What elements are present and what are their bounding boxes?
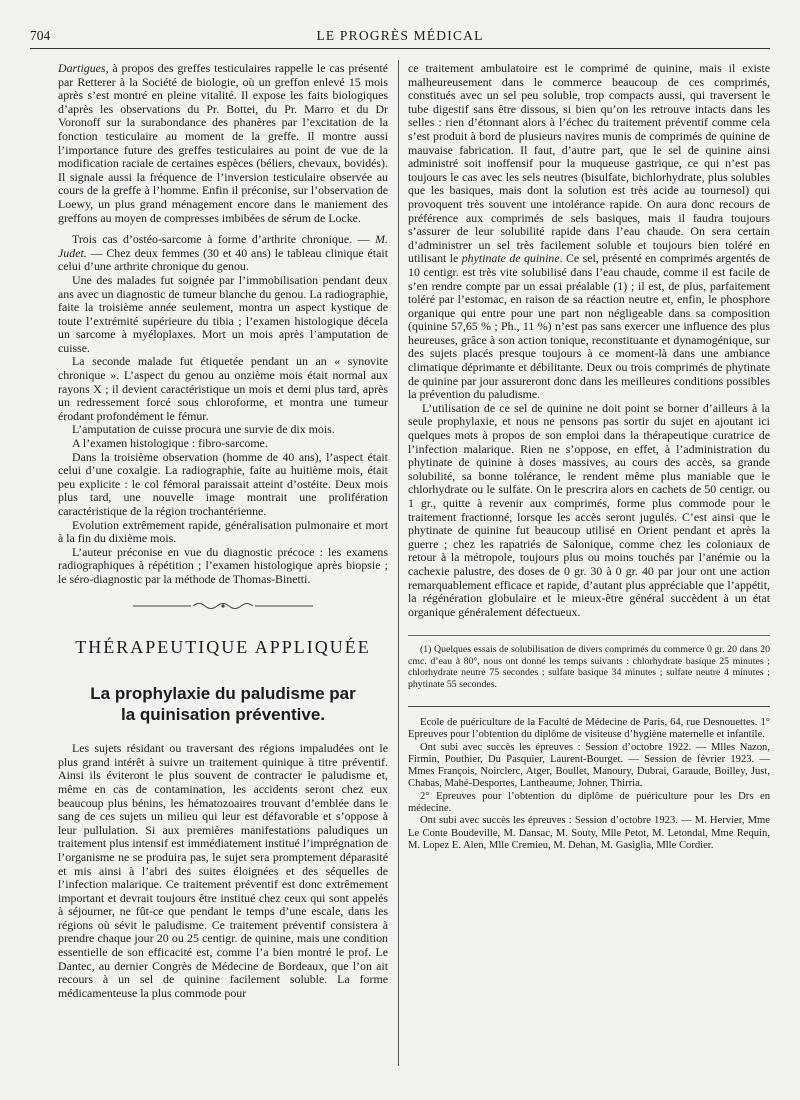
left-column (58, 62, 388, 1000)
paragraph: Une des malades fut soignée par l’immobilisation pendant deux ans avec un diagnostic de tumeur blanche du genou. La radiographie, faite la troisième année seulement, montra un aspect kystique de toute l’extrémité supérieure du tibia ; l’examen histologique décela un sarcome à myéloplaxes. Mort un mois après l’amputation de cuisse. (58, 272, 388, 355)
author-dartigues: Dartigues (58, 61, 106, 75)
paragraph: L’amputation de cuisse procura une survie de dix mois. (72, 422, 335, 437)
news-item-puericulture: Ecole de puériculture de la Faculté de Médecine de Paris, 64, rue Desnouettes. 1° Epreuves pour l’obtention du diplôme de visiteuse d’hygiène maternelle et infantile. Ont subi avec succès les épreuves : Session d’octobre 1922. — Mlles Nazon, Firmin, Pouthier, Du Pasquier, Laurent-Bourget. — Session de février 1923. — Mmes François, Noirclerc, Atger, Boullet, Manoury, Dubrai, Garaude, Boilley, Just, Chabas, Mahé-Desportes, Lantheaume, Johner, Thirria. 2° Epreuves pour l’obtention du diplôme de puériculture pour les Drs en médecine. Ont subi avec succès les épreuves : Session d’octobre 1923. — M. Hervier, Mme Le Conte Boudeville, M. Dansac, M. Souty, Mlle Petot, M. Letondal, Mme Requin, M. Lopez E. Alen, Mlle Cremieu, M. Dehan, M. Gasiglia, Mlle Cordier. (408, 706, 770, 852)
column-rule (398, 60, 399, 1066)
article-title: La prophylaxie du paludisme par la quinisation préventive. (90, 684, 356, 725)
paragraph: Evolution extrêmement rapide, généralisation pulmonaire et mort à la fin du dixième mois. (58, 517, 388, 546)
paragraph-judet-heading: Trois cas d’ostéo-sarcome à forme d’arthrite chronique. — M. Judet. — Chez deux femmes (30 et 40 ans) le tableau clinique était celui d’une arthrite chronique du genou. (58, 232, 388, 274)
paragraph: La seconde malade fut étiquetée pendant un an « synovite chronique ». L’aspect du genou au onzième mois était normal aux rayons X ; il devient caractéristique un mois et demi plus tard, après un redressement forcé sous chloroforme, et montra une tumeur érodant profondément le fémur. (58, 354, 388, 423)
right-column (408, 62, 770, 852)
ornament-divider (58, 600, 388, 614)
ornament-icon (133, 602, 313, 610)
phytinate-term: phytinate de quinine (461, 251, 560, 266)
paragraph: A l’examen histologique : fibro-sarcome. (72, 436, 268, 451)
footnote: (1) Quelques essais de solubilisation de divers comprimés du commerce 0 gr. 20 dans 20 cmc. d’eau à 80°, nous ont donné les temps suivants : chlorhydrate basique 25 minutes ; chlorhydrate neutre 75 secondes ; sulfate basique 34 minutes ; sulfate neutre 4 minutes ; phytinate 55 secondes. (408, 635, 770, 690)
paragraph-article-body: Les sujets résidant ou traversant des régions impaludées ont le plus grand intérêt à suivre un traitement quinique à titre préventif. Ainsi ils éviteront le plus souvent de contracter le paludisme et, même en cas de contamination, les accidents seront chez eux beaucoup plus bénins, les hématozoaires trouvant d’emblée dans le sang de ces sujets un milieu qui leur est défavorable et s’oppose à leur pullulation. Si aux premières manifestations paludiques un traitement plus intensif est immédiatement institué l’imprégnation de l’organisme ne se produira pas, le sujet sera promptement déparasité et mis ainsi à l’abri des suites éloignées et des séquelles de l’infection malarique. Ce traitement préventif est donc extrêmement important et devrait toujours être institué chez ceux qui sont appelés à séjourner, ne fût-ce que pendant le temps d’une escale, dans les régions où sévit le paludisme. Ce traitement préventif consistera à prendre chaque jour 20 ou 25 centigr. de quinine, mais une condition essentielle de son efficacité est, comme l’a bien montré le prof. Le Dantec, au dernier Congrès de Médecine de Bordeaux, que l’on ait recours à un sel de quinine facilement soluble. La forme médicamenteuse la plus commode pour (58, 741, 388, 1000)
author-judet: M. Judet. (58, 232, 388, 260)
running-head: LE PROGRÈS MÉDICAL (316, 28, 484, 43)
paragraph-continued: ce traitement ambulatoire est le comprimé de quinine, mais il existe malheureusement dans le commerce beaucoup de ces comprimés, constitués avec un sel peu soluble, trop compacts aussi, qui traversent le tube digestif sans être dissous, si bien qu’on les retrouve intacts dans les selles : rien d’étonnant alors à l’échec du traitement préventif comme cela s’est produit à bord de plusieurs navires munis de comprimés de quinine de mauvaise fabrication. Il faut, d’autre part, que le sel de quinine ainsi administré soit inoffensif pour la muqueuse gastrique, ce qui n’est pas toujours le cas avec les sels neutres (bisulfate, bichlorhydrate, plus solubles que les basiques, mais dont la solution est très acide au tournesol) qui provoquent très souvent une intolérance rapide. On aura donc recours de préférence aux comprimés de sels basiques, mais il faudra toujours s’assurer de leur solubilité rapide dans l’eau chaude. On sera certain d’administrer un sel très facilement soluble et toujours bien toléré en utilisant le phytinate de quinine. Ce sel, présenté en comprimés argentés de 10 centigr. est très vite solubilisé dans l’eau chaude, comme il est facile de s’en rendre compte par un essai préalable (1) ; il est, de plus, parfaitement toléré par l’estomac, en raison de sa réaction neutre et, enfin, le phosphore organique qui entre pour une part non négligeable dans sa composition (quinine 57,65 % ; Ph., 11 %) n’est pas sans exercer une influence des plus heureuses, grâce à son action tonique, reconstituante et dynamogénique, sur des sujets placés presque toujours à ce moment-là dans une ambiance climatique déprimante et débilitante. Deux ou trois comprimés de phytinate de quinine par jour assureront donc dans les meilleures conditions possibles la prévention du paludisme. (408, 61, 770, 402)
paragraph: L’utilisation de ce sel de quinine ne doit point se borner d’ailleurs à la seule prophylaxie, et nous ne pensons pas sortir du sujet en ajoutant ici quelques mots à propos de son emploi dans la thérapeutique curatrice de l’infection malarique. Rien ne s’oppose, en effet, à l’administration du phytinate de quinine à doses massives, au cours des accès, sa grande solubilité, sa bonne tolérance, le rendent même plus maniable que le chlorhydrate ou le sulfate. On le prescrira alors en cachets de 50 centigr. ou 1 gr., quitte à revenir aux comprimés, forme plus commode pour le traitement fractionné, lorsque les accès seront jugulés. C’est ainsi que le phytinate de quinine fut beaucoup utilisé en Orient pendant et après la guerre ; chez les rapatriés de Salonique, comme chez les coloniaux de retour à la métropole, toujours plus ou moins touchés par l’anémie ou la cachexie palustre, des doses de 0 gr. 30 à 0 gr. 40 par jour ont une action remarquablement efficace et rapide, d’autant plus appréciable que l’appétit, la régénération globulaire et le mieux-être général succèdent à un état organique généralement défectueux. (408, 400, 770, 619)
page-number: 704 (30, 28, 51, 43)
section-rubric: THÉRAPEUTIQUE APPLIQUÉE (75, 637, 371, 658)
paragraph: Dans la troisième observation (homme de 40 ans), l’aspect était celui d’une coxalgie. La radiographie, faite au huitième mois, était peu explicite : le col fémoral paraissait atteint d’ostéite. Deux mois plus tard, une nouvelle image montrait une prolifération caractéristique de la région trochantérienne. (58, 449, 388, 518)
paragraph: L’auteur préconise en vue du diagnostic précoce : les examens radiographiques à répétition ; l’examen histologique après biopsie ; le séro-diagnostic par la méthode de Thomas-Binetti. (58, 544, 388, 586)
paragraph-dartigues: Dartigues, à propos des greffes testiculaires rappelle le cas présenté par Retterer à la Société de biologie, où un greffon enlevé 15 mois après s’est montré en pleine vitalité. Il expose les faits biologiques d’après les observations du Pr. Bottei, du Pr. Marro et du Dr Voronoff sur la surabondance des phanères par l’excitation de la fonction testiculaire au moment de la greffe. Il montre aussi l’importance future des greffes testiculaires au point de vue de la modification raciale de certaines espèces (béliers, chevaux, bovidés). Il signale aussi la fréquence de l’inversion testiculaire observée au cours de la greffe à l’homme. Enfin il préconise, sur l’observation de Loewy, un plus grand ménagement encore dans le maniement des greffons au moyen de compresses imbibées de sérum de Locke. (58, 61, 388, 225)
page-header (30, 26, 770, 49)
